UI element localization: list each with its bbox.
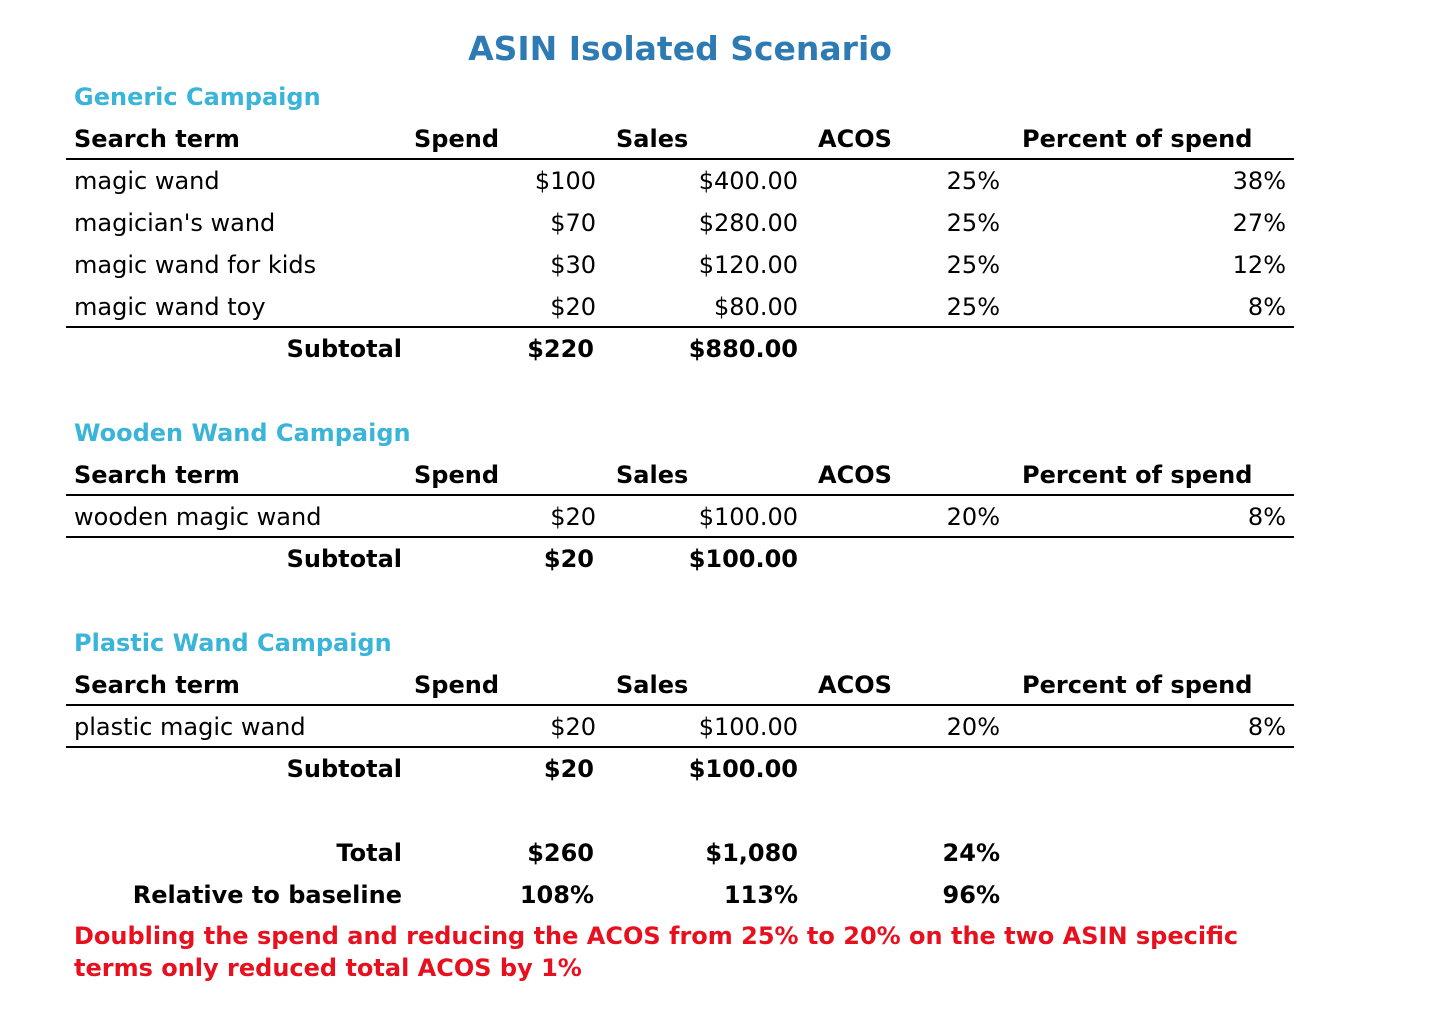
section-title: Plastic Wand Campaign: [74, 629, 392, 657]
plastic-wand-campaign-section: [66, 622, 1294, 790]
subtotal-row: [66, 328, 1294, 370]
total-label: Total: [336, 839, 402, 867]
subtotal-acos-empty: [806, 538, 1008, 580]
subtotal-acos-empty: [806, 328, 1008, 370]
subtotal-spend: $20: [543, 755, 594, 783]
summary-section: [66, 832, 1294, 916]
col-sales: Sales: [616, 125, 689, 153]
baseline-row: [66, 874, 1294, 916]
cell-spend: $20: [550, 503, 596, 531]
col-sales: Sales: [616, 671, 689, 699]
wooden-wand-campaign-section: [66, 412, 1294, 580]
subtotal-sales: $100.00: [688, 755, 798, 783]
cell-term: magic wand: [74, 167, 220, 195]
cell-percent: 8%: [1247, 713, 1286, 741]
cell-spend: $20: [550, 293, 596, 321]
subtotal-sales: $880.00: [688, 335, 798, 363]
subtotal-row: [66, 538, 1294, 580]
subtotal-percent-empty: [1008, 538, 1294, 580]
table-row: [66, 286, 1294, 328]
cell-percent: 8%: [1247, 293, 1286, 321]
total-spend: $260: [527, 839, 594, 867]
col-acos: ACOS: [818, 125, 892, 153]
baseline-percent-empty: [1008, 874, 1294, 916]
section-title: Wooden Wand Campaign: [74, 419, 411, 447]
cell-acos: 20%: [946, 503, 1000, 531]
subtotal-spend: $220: [527, 335, 594, 363]
col-percent-of-spend: Percent of spend: [1022, 671, 1253, 699]
cell-percent: 8%: [1247, 503, 1286, 531]
generic-campaign-section: [66, 76, 1294, 370]
table-header: [66, 454, 1294, 496]
cell-acos: 25%: [946, 293, 1000, 321]
col-percent-of-spend: Percent of spend: [1022, 125, 1253, 153]
table-row: [66, 706, 1294, 748]
cell-term: wooden magic wand: [74, 503, 322, 531]
cell-spend: $20: [550, 713, 596, 741]
subtotal-label: Subtotal: [286, 335, 402, 363]
cell-term: magic wand toy: [74, 293, 266, 321]
cell-acos: 20%: [946, 713, 1000, 741]
total-sales: $1,080: [705, 839, 798, 867]
subtotal-acos-empty: [806, 748, 1008, 790]
col-search-term: Search term: [74, 461, 240, 489]
cell-term: plastic magic wand: [74, 713, 306, 741]
cell-acos: 25%: [946, 167, 1000, 195]
cell-percent: 38%: [1232, 167, 1286, 195]
table-row: [66, 202, 1294, 244]
col-percent-of-spend: Percent of spend: [1022, 461, 1253, 489]
col-acos: ACOS: [818, 671, 892, 699]
cell-sales: $280.00: [698, 209, 798, 237]
col-spend: Spend: [414, 671, 500, 699]
col-search-term: Search term: [74, 671, 240, 699]
cell-acos: 25%: [946, 209, 1000, 237]
col-sales: Sales: [616, 461, 689, 489]
page-title: ASIN Isolated Scenario: [468, 29, 892, 68]
cell-spend: $30: [550, 251, 596, 279]
subtotal-percent-empty: [1008, 328, 1294, 370]
total-acos: 24%: [942, 839, 1000, 867]
section-title: Generic Campaign: [74, 83, 321, 111]
cell-term: magician's wand: [74, 209, 276, 237]
cell-sales: $400.00: [698, 167, 798, 195]
col-spend: Spend: [414, 125, 500, 153]
subtotal-spend: $20: [543, 545, 594, 573]
subtotal-label: Subtotal: [286, 545, 402, 573]
subtotal-sales: $100.00: [688, 545, 798, 573]
baseline-spend: 108%: [519, 881, 594, 909]
cell-acos: 25%: [946, 251, 1000, 279]
table-row: [66, 160, 1294, 202]
cell-spend: $70: [550, 209, 596, 237]
cell-sales: $80.00: [714, 293, 798, 321]
total-row: [66, 832, 1294, 874]
col-acos: ACOS: [818, 461, 892, 489]
col-spend: Spend: [414, 461, 500, 489]
cell-percent: 12%: [1232, 251, 1286, 279]
cell-term: magic wand for kids: [74, 251, 317, 279]
cell-sales: $120.00: [698, 251, 798, 279]
subtotal-row: [66, 748, 1294, 790]
conclusion-note: Doubling the spend and reducing the ACOS from 25% to 20% on the two ASIN specific terms only reduced total ACOS by 1%: [74, 922, 1239, 982]
col-search-term: Search term: [74, 125, 240, 153]
baseline-label: Relative to baseline: [132, 881, 402, 909]
table-row: [66, 496, 1294, 538]
cell-sales: $100.00: [698, 713, 798, 741]
subtotal-percent-empty: [1008, 748, 1294, 790]
cell-spend: $100: [534, 167, 596, 195]
table-header: [66, 664, 1294, 706]
table-row: [66, 244, 1294, 286]
baseline-acos: 96%: [942, 881, 1000, 909]
table-header: [66, 118, 1294, 160]
cell-sales: $100.00: [698, 503, 798, 531]
baseline-sales: 113%: [723, 881, 798, 909]
subtotal-label: Subtotal: [286, 755, 402, 783]
total-percent-empty: [1008, 832, 1294, 874]
cell-percent: 27%: [1232, 209, 1286, 237]
